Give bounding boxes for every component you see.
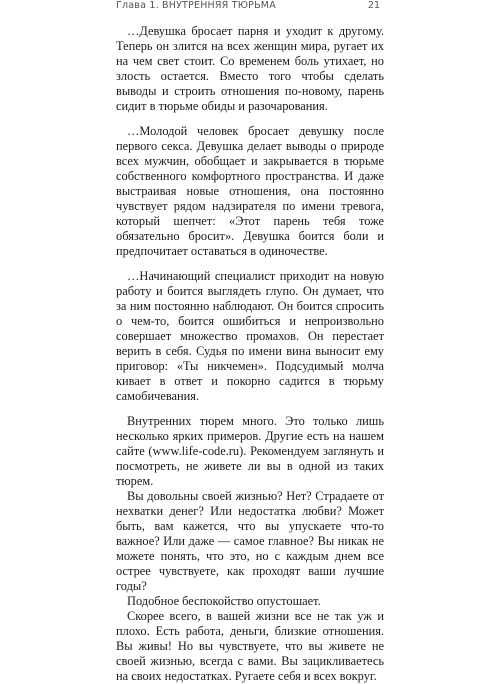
paragraph-girl-leaves-guy: …Девушка бросает парня и уходит к другому. Теперь он злится на всех женщин мира, ругает их на чем свет стоит. Со временем боль утихает, но злость остается. Вместо того чтобы сделать выводы и строить отношения по-новому, парень сидит в тюрьме обиды и разочарования. [116,24,384,113]
paragraph-young-man-leaves-girl: …Молодой человек бросает девушку после первого секса. Девушка делает выводы о природе всех мужчин, обобщает и закрывается в тюрьме собственного комфортного пространства. И даже выстраивая новые отношения, она постоянно чувствует рядом надзирателя по имени тревога, который шепчет: «Этот парень тебя тоже обязательно бросит». Девушка боится боли и предпочитает оставаться в одиночестве. [116,124,384,258]
running-header [116,0,380,14]
paragraph-are-you-satisfied: Вы довольны своей жизнью? Нет? Страдаете от нехватки денег? Или недостатка любви? Может быть, вам кажется, что вы упускаете что-то важное? Или даже — самое главное? Вы никак не можете понять, что это, но с каждым днем все острее чувствуете, как проходят ваши лучшие годы? [116,489,384,593]
page-number: 21 [367,0,380,11]
paragraph-anxiety: Подобное беспокойство опустошает. [127,594,321,608]
body-text [116,24,384,684]
paragraph-most-likely: Скорее всего, в вашей жизни все не так уж и плохо. Есть работа, деньги, близкие отношения. Вы живы! Но вы чувствуете, что вы живете не своей жизнью, всегда с вами. Вы зацикливаетесь на своих недостатках. Ругаете себя и всех вокруг. [116,609,384,683]
chapter-title: Глава 1. ВНУТРЕННЯЯ ТЮРЬМА [116,0,276,11]
paragraph-many-prisons: Внутренних тюрем много. Это только лишь несколько ярких примеров. Другие есть на нашем сайте (www.life-code.ru). Рекомендуем заглянуть и посмотреть, не живете ли вы в одной из таких тюрем. [116,414,384,488]
paragraph-novice-specialist: …Начинающий специалист приходит на новую работу и боится выглядеть глупо. Он думает, что за ним постоянно наблюдают. Он боится спросить о чем-то, боится ошибиться и непроизвольно совершает множество промахов. Он перестает верить в себя. Судья по имени вина выносит ему приговор: «Ты никчемен». Подсудимый молча кивает в ответ и покорно садится в тюрьму самобичевания. [116,269,384,403]
